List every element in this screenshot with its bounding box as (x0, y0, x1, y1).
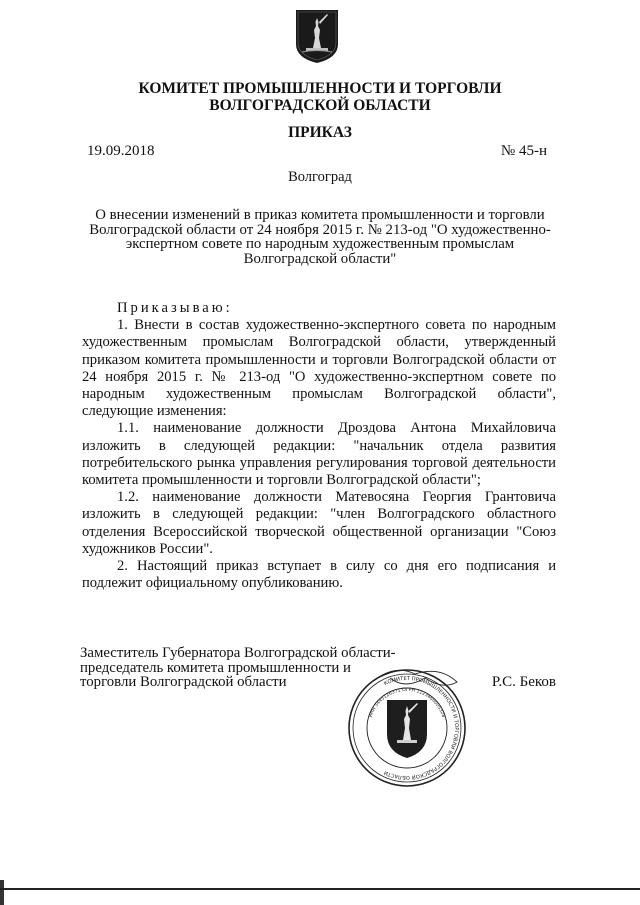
position-line: Заместитель Губернатора Волгоградской области- (80, 645, 396, 661)
order-word: Приказываю: (117, 300, 233, 316)
paragraph-1-2: 1.2. наименование должности Матевосяна Георгия Грантовича изложить в следующей редакции: "член Волгоградского областного отделения Всероссийской творческой общественной организации "Союз художников России". (82, 489, 556, 557)
seal-inner-text: ИНН 3445126371 ОГРН 1123460005328 (368, 687, 446, 719)
subject-line: экспертном совете по народным художественным промыслам (125, 236, 515, 252)
signatory-name: Р.С. Беков (491, 674, 556, 690)
document-subject (70, 208, 570, 266)
paragraph-1-1: 1.1. наименование должности Дроздова Антона Михайловича изложить в следующей редакции: "начальник отдела развития потребительского рынка управления регулирования торговой деятельности комитета промышленности и торговли Волгоградской области"; (82, 420, 556, 489)
document-body (82, 300, 556, 592)
subject-line: О внесении изменений в приказ комитета промышленности и торговли (95, 207, 545, 223)
seal-ring-text: КОМИТЕТ ПРОМЫШЛЕННОСТИ И ТОРГОВЛИ ВОЛГОГРАДСКОЙ ОБЛАСТИ (383, 675, 460, 781)
position-line: председатель комитета промышленности и (80, 659, 351, 676)
org-name-line1: КОМИТЕТ ПРОМЫШЛЕННОСТИ И ТОРГОВЛИ (138, 80, 502, 97)
document-date: 19.09.2018 (87, 143, 155, 159)
position-line: торговли Волгоградской области (80, 674, 287, 690)
scan-bottom-line (0, 888, 640, 890)
document-number: № 45-н (500, 143, 547, 159)
document-city: Волгоград (288, 169, 352, 185)
org-name-line2: ВОЛГОГРАДСКОЙ ОБЛАСТИ (209, 97, 431, 114)
coat-of-arms-icon (294, 8, 340, 64)
subject-line: Волгоградской области" (243, 250, 397, 267)
paragraph-1: 1. Внести в состав художественно-экспертного совета по народным художественным промыслам Волгоградской области, утвержденный приказом комитета промышленности и торговли Волгоградской области от 24 ноября 2015 г. № 213-од "О художественно-экспертном совете по народным художественным промыслам Волгоградской области", следующие изменения: (82, 317, 556, 420)
subject-line: Волгоградской области от 24 ноября 2015 г. № 213-од "О художественно- (89, 221, 551, 238)
official-seal (345, 660, 470, 800)
scan-edge-mark (0, 880, 4, 905)
document-type: ПРИКАЗ (288, 124, 352, 141)
paragraph-2: 2. Настоящий приказ вступает в силу со дня его подписания и подлежит официальному опубликованию. (82, 558, 556, 592)
